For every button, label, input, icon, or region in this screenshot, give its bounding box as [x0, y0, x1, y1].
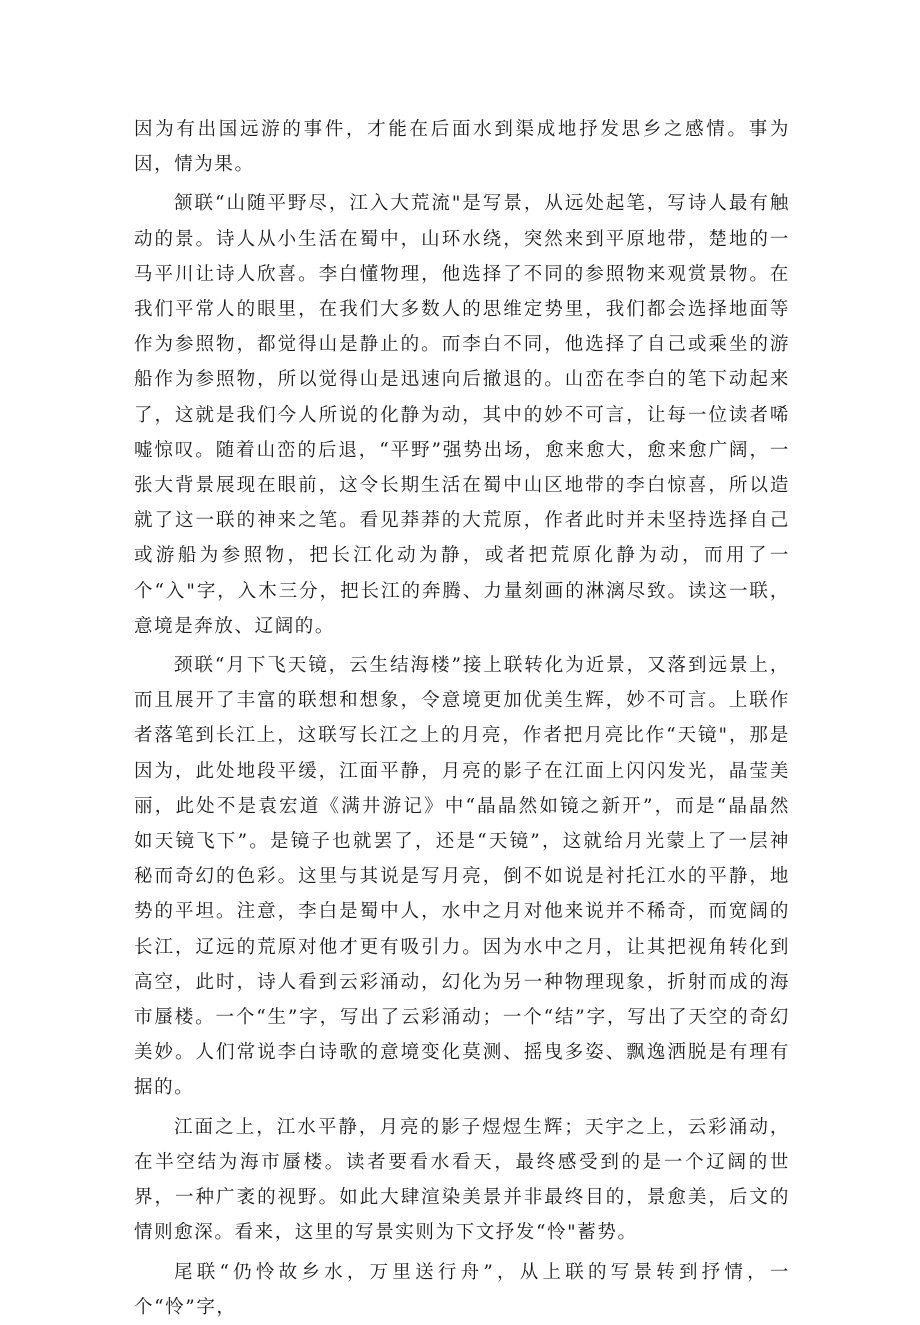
paragraph-jinglian: 颈联“月下飞天镜，云生结海楼”接上联转化为近景，又落到远景上，而且展开了丰富的联想和想象，令意境更加优美生辉，妙不可言。上联作者落笔到长江上，这联写长江之上的月亮，作者把月亮比作“天镜"，那是因为，此处地段平缓，江面平静，月亮的影子在江面上闪闪发光，晶莹美丽，此处不是袁宏道《满井游记》中“晶晶然如镜之新开”，而是“晶晶然如天镜飞下”。是镜子也就罢了，还是“天镜”，这就给月光蒙上了一层神秘而奇幻的色彩。这里与其说是写月亮，倒不如说是衬托江水的平静，地势的平坦。注意，李白是蜀中人，水中之月对他来说并不稀奇，而宽阔的长江，辽远的荒原对他才更有吸引力。因为水中之月，让其把视角转化到高空，此时，诗人看到云彩涌动，幻化为另一种物理现象，折射而成的海市蜃楼。一个“生”字，写出了云彩涌动；一个“结”字，写出了天空的奇幻美妙。人们常说李白诗歌的意境变化莫测、摇曳多姿、飘逸洒脱是有理有据的。	[134, 655, 790, 1099]
paragraph-continuation: 因为有出国远游的事件，才能在后面水到渠成地抒发思乡之感情。事为因，情为果。	[134, 119, 790, 176]
paragraph-jiangmian: 江面之上，江水平静，月亮的影子煜煜生辉；天宇之上，云彩涌动，在半空结为海市蜃楼。读者要看水看天，最终感受到的是一个辽阔的世界，一种广袤的视野。如此大肆渲染美景并非最终目的，景愈美，后文的情则愈深。看来，这里的写景实则为下文抒发“怜"蓄势。	[134, 1116, 790, 1244]
paragraph-hanlian: 颔联“山随平野尽，江入大荒流"是写景，从远处起笔，写诗人最有触动的景。诗人从小生活在蜀中，山环水绕，突然来到平原地带，楚地的一马平川让诗人欣喜。李白懂物理，他选择了不同的参照物来观赏景物。在我们平常人的眼里，在我们大多数人的思维定势里，我们都会选择地面等作为参照物，都觉得山是静止的。而李白不同，他选择了自己或乘坐的游船作为参照物，所以觉得山是迅速向后撤退的。山峦在李白的笔下动起来了，这就是我们今人所说的化静为动，其中的妙不可言，让每一位读者唏嘘惊叹。随着山峦的后退，“平野”强势出场，愈来愈大，愈来愈广阔，一张大背景展现在眼前，这令长期生活在蜀中山区地带的李白惊喜，所以造就了这一联的神来之笔。看见莽莽的大荒原，作者此时并未坚持选择自己或游船为参照物，把长江化动为静，或者把荒原化静为动，而用了一个“入"字，入木三分，把长江的奔腾、力量刻画的淋漓尽致。读这一联，意境是奔放、辽阔的。	[134, 193, 790, 637]
paragraph-weilian: 尾联“仍怜故乡水，万里送行舟”，从上联的写景转到抒情，一个“怜”字，	[134, 1261, 790, 1318]
document-body	[134, 112, 790, 1325]
